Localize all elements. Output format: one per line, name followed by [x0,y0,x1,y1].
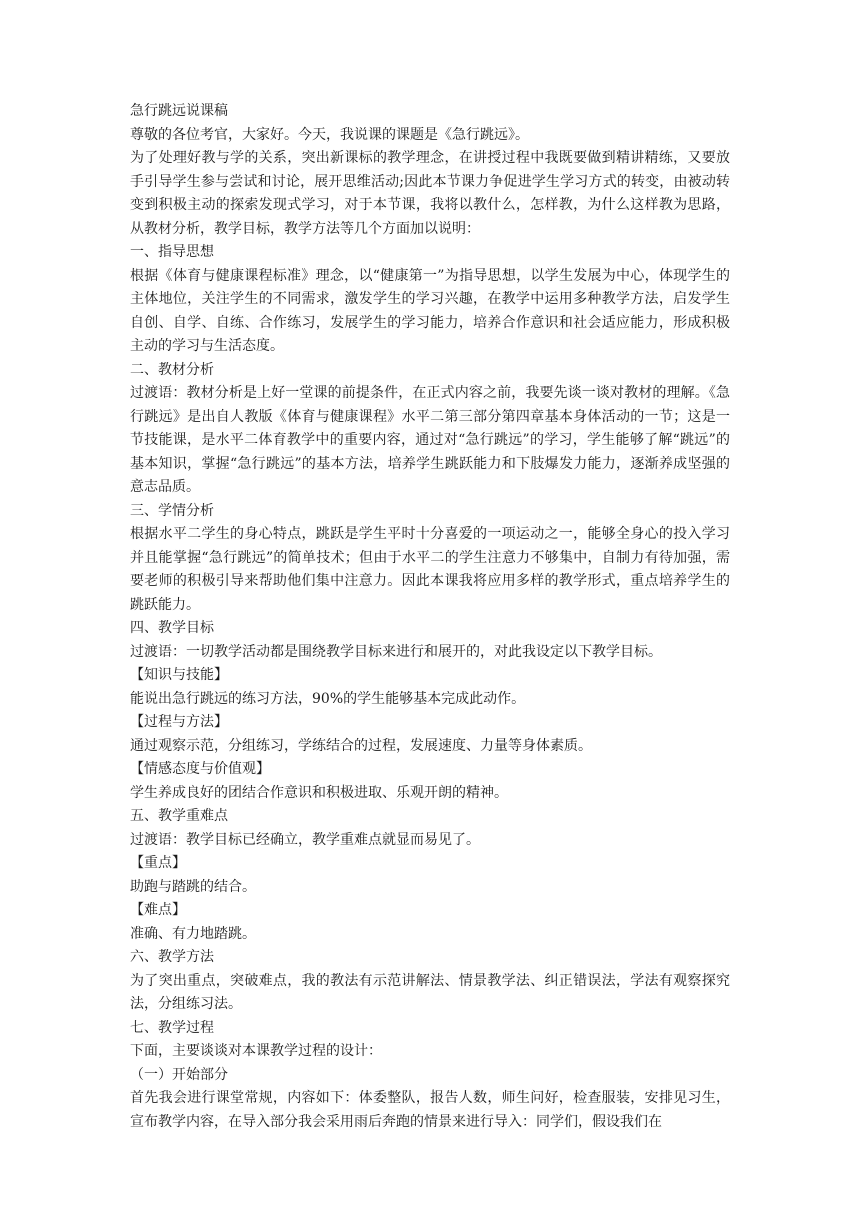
keypoints-transition-paragraph: 过渡语：教学目标已经确立，教学重难点就显而易见了。 [130,831,480,848]
difficult-point-text: 准确、有力地踏跳。 [130,925,256,942]
goal-attitude-label: 【情感态度与价值观】 [130,761,270,777]
key-point-text: 助跑与踏跳的结合。 [130,878,256,895]
document-title: 急行跳远说课稿 [130,103,228,119]
section-heading-teaching-methods: 六、教学方法 [130,949,214,965]
goals-transition-paragraph: 过渡语：一切教学活动都是围绕教学目标来进行和展开的，对此我设定以下教学目标。 [130,643,662,660]
section-heading-guiding-thought: 一、指导思想 [130,244,214,260]
goal-knowledge-text: 能说出急行跳远的练习方法，90%的学生能够基本完成此动作。 [130,690,526,707]
process-intro-paragraph: 下面，主要谈谈对本课教学过程的设计： [130,1043,382,1059]
document-page [130,100,730,1134]
teaching-methods-paragraph: 为了突出重点，突破难点，我的教法有示范讲解法、情景教学法、纠正错误法，学法有观察探究法，分组练习法。 [130,972,730,1012]
section-heading-teaching-process: 七、教学过程 [130,1019,214,1036]
section-heading-student-analysis: 三、学情分析 [130,502,214,519]
difficult-point-label: 【难点】 [130,902,186,918]
material-analysis-paragraph: 过渡语：教材分析是上好一堂课的前提条件，在正式内容之前，我要先谈一谈对教材的理解。《急行跳远》是出自人教版《体育与健康课程》水平二第三部分第四章基本身体活动的一节；这是一节技能课，是水平二体育教学中的重要内容，通过对“急行跳远”的学习，学生能够了解“跳远”的基本知识，掌握“急行跳远”的基本方法，培养学生跳跃能力和下肢爆发力能力，逐渐养成坚强的意志品质。 [130,385,730,495]
process-part1-heading: （一）开始部分 [130,1066,228,1083]
goal-attitude-text: 学生养成良好的团结合作意识和积极进取、乐观开朗的精神。 [130,784,508,801]
student-analysis-paragraph: 根据水平二学生的身心特点，跳跃是学生平时十分喜爱的一项运动之一，能够全身心的投入学习并且能掌握“急行跳远”的简单技术；但由于水平二的学生注意力不够集中，自制力有待加强，需要老师的积极引导来帮助他们集中注意力。因此本课我将应用多样的教学形式，重点培养学生的跳跃能力。 [130,526,730,613]
intro-paragraph: 为了处理好教与学的关系，突出新课标的教学理念，在讲授过程中我既要做到精讲精练，又要放手引导学生参与尝试和讨论，展开思维活动;因此本节课力争促进学生学习方式的转变，由被动转变到积极主动的探索发现式学习，对于本节课，我将以教什么，怎样教，为什么这样教为思路，从教材分析，教学目标，教学方法等几个方面加以说明： [130,150,730,237]
section-heading-teaching-goals: 四、教学目标 [130,620,214,636]
guiding-thought-paragraph: 根据《体育与健康课程标准》理念，以“健康第一”为指导思想，以学生发展为中心，体现学生的主体地位，关注学生的不同需求，激发学生的学习兴趣，在教学中运用多种教学方法，启发学生自创、自学、自练、合作练习，发展学生的学习能力，培养合作意识和社会适应能力，形成积极主动的学习与生活态度。 [130,267,730,354]
goal-process-text: 通过观察示范，分组练习，学练结合的过程，发展速度、力量等身体素质。 [130,737,592,754]
goal-process-label: 【过程与方法】 [130,714,228,730]
section-heading-key-points: 五、教学重难点 [130,808,228,824]
process-part1-paragraph: 首先我会进行课堂常规，内容如下：体委整队，报告人数，师生问好，检查服装，安排见习生，宣布教学内容，在导入部分我会采用雨后奔跑的情景来进行导入：同学们，假设我们在 [130,1090,730,1130]
key-point-label: 【重点】 [130,855,186,871]
goal-knowledge-label: 【知识与技能】 [130,667,228,683]
section-heading-material-analysis: 二、教材分析 [130,361,214,378]
greeting-paragraph: 尊敬的各位考官，大家好。今天，我说课的课题是《急行跳远》。 [130,126,529,143]
